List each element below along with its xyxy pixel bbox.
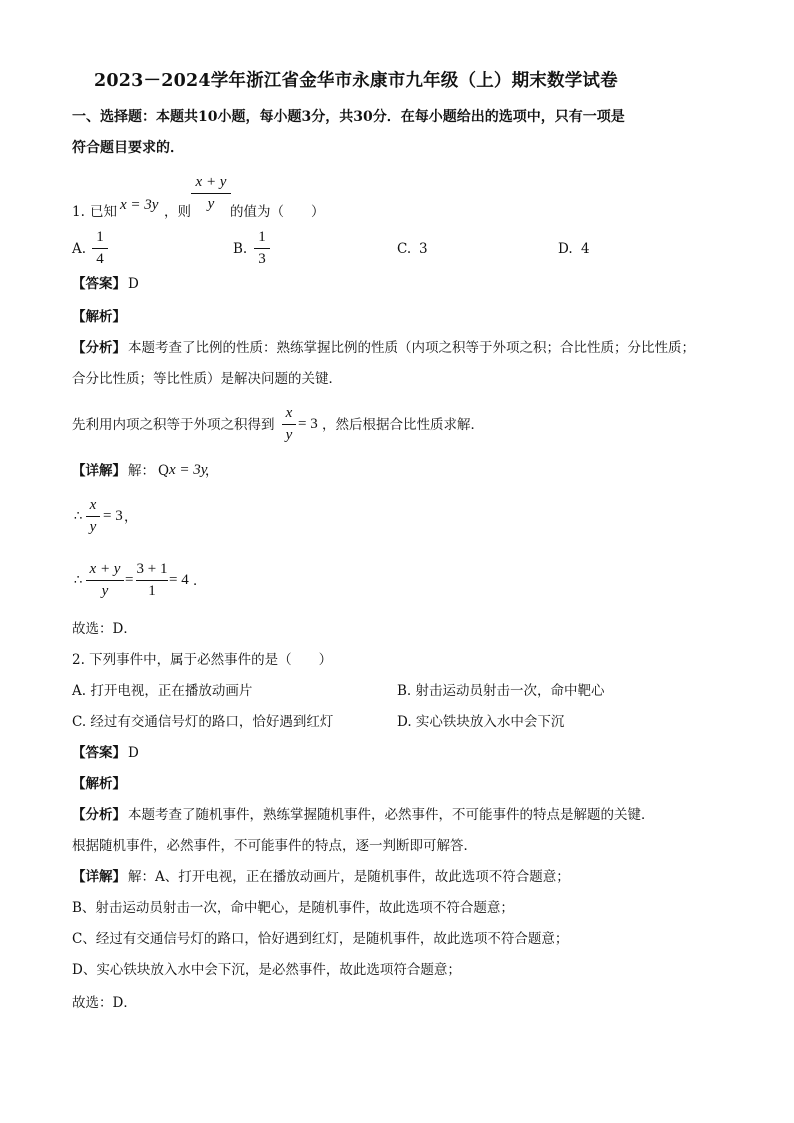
q2-detail-b: B、射击运动员射击一次，命中靶心，是随机事件，故此选项不符合题意； xyxy=(72,900,514,916)
section-heading-line2: 符合题目要求的． xyxy=(72,140,184,156)
q1-step1-den: y xyxy=(89,519,97,535)
q1-option-a-label: A. xyxy=(72,241,87,257)
q1-step1-num: x xyxy=(89,497,97,513)
q1-step2-num2: 3 + 1 xyxy=(136,561,168,577)
q1-option-a-den: 4 xyxy=(96,251,104,267)
therefore-icon: ∴ xyxy=(74,509,83,524)
q1-step1-eq: = 3 xyxy=(103,508,123,524)
q2-option-c: C. 经过有交通信号灯的路口，恰好遇到红灯 xyxy=(72,714,334,730)
q1-option-b-den: 3 xyxy=(258,251,266,267)
q2-option-b: B. 射击运动员射击一次，命中靶心 xyxy=(397,683,605,699)
q1-detail-comma: ， xyxy=(205,463,219,479)
q1-step2-num: x + y xyxy=(89,561,121,577)
therefore-icon: ∴ xyxy=(74,573,83,588)
q1-option-c-value: 3 xyxy=(419,241,428,257)
q2-stem: 2. 下列事件中，属于必然事件的是（ ） xyxy=(72,652,333,668)
q2-detail-c: C、经过有交通信号灯的路口，恰好遇到红灯，是随机事件，故此选项不符合题意； xyxy=(72,931,569,947)
q1-method-num: x xyxy=(285,405,293,421)
q1-option-b-label: B. xyxy=(233,241,248,257)
q1-method-den: y xyxy=(285,427,293,443)
q1-answer-tag: 【答案】 xyxy=(72,276,126,292)
q2-fenxi-text: 本题考查了随机事件，熟练掌握随机事件，必然事件，不可能事件的特点是解题的关键． xyxy=(128,807,655,823)
q1-answer-value: D xyxy=(128,276,139,292)
q2-fenxi-tag: 【分析】 xyxy=(72,807,126,823)
q1-stem-fraction xyxy=(191,174,231,213)
q1-number: 1. xyxy=(72,204,85,220)
fraction-bar xyxy=(86,516,100,517)
q1-method-pre: 先利用内项之积等于外项之积得到 xyxy=(72,417,275,433)
page-title: 2023－2024学年浙江省金华市永康市九年级（上）期末数学试卷 xyxy=(94,71,618,91)
q2-method: 根据随机事件，必然事件，不可能事件的特点，逐一判断即可解答． xyxy=(72,838,477,854)
fraction-bar xyxy=(136,580,168,581)
q1-fenxi-line2: 合分比性质；等比性质）是解决问题的关键． xyxy=(72,371,342,387)
q1-step2-result: = 4 xyxy=(169,572,189,588)
q1-method-post: ，然后根据合比性质求解． xyxy=(322,417,484,433)
q1-fenxi-line1: 本题考查了比例的性质：熟练掌握比例的性质（内项之积等于外项之积；合比性质；分比性质； xyxy=(128,340,695,356)
q1-choose: 故选：D． xyxy=(72,621,137,637)
q1-step2-fraction-left xyxy=(86,561,124,600)
q1-fenxi-tag: 【分析】 xyxy=(72,340,126,356)
q1-method-eq: = 3 xyxy=(298,416,318,432)
section-heading-line1: 一、选择题：本题共10小题，每小题3分，共30分．在每小题给出的选项中，只有一项是 xyxy=(72,109,625,125)
fraction-bar xyxy=(191,193,231,194)
fraction-bar xyxy=(282,424,296,425)
q2-detail-d: D、实心铁块放入水中会下沉，是必然事件，故此选项符合题意； xyxy=(72,962,461,978)
q2-answer-tag: 【答案】 xyxy=(72,745,126,761)
q2-choose: 故选：D． xyxy=(72,995,137,1011)
fraction-bar xyxy=(92,248,108,249)
q2-answer-value: D xyxy=(128,745,139,761)
q1-detail-given: x = 3y xyxy=(169,462,208,478)
q1-option-d-label: D. xyxy=(558,241,573,257)
q1-step2-tail: ． xyxy=(193,573,207,589)
q1-detail-text: 解： xyxy=(128,463,155,479)
q1-given-equation: x = 3y xyxy=(120,197,159,213)
q1-step2-den2: 1 xyxy=(148,583,156,599)
q1-step2-fraction-right xyxy=(136,561,168,600)
q1-text-post: 的值为（ ） xyxy=(230,204,325,220)
q1-option-d-value: 4 xyxy=(581,241,590,257)
q1-stem-denominator: y xyxy=(207,196,215,212)
q2-option-a: A. 打开电视，正在播放动画片 xyxy=(72,683,253,699)
q1-option-c-label: C. xyxy=(397,241,412,257)
q1-option-b-num: 1 xyxy=(258,229,266,245)
q2-detail-tag: 【详解】 xyxy=(72,869,126,885)
q1-detail-because-symbol: Q xyxy=(158,463,170,479)
q1-detail-tag: 【详解】 xyxy=(72,463,126,479)
q1-stem-numerator: x + y xyxy=(195,174,227,190)
q1-step2-den: y xyxy=(101,583,109,599)
q1-step1-tail: ， xyxy=(124,509,138,525)
fraction-bar xyxy=(254,248,270,249)
q1-step1-fraction xyxy=(86,497,100,536)
q1-text-mid: ，则 xyxy=(164,204,191,220)
q1-option-b-fraction xyxy=(254,229,270,268)
q1-analysis-tag: 【解析】 xyxy=(72,309,126,325)
q1-option-a-num: 1 xyxy=(96,229,104,245)
q1-option-a-fraction xyxy=(92,229,108,268)
q2-option-d: D. 实心铁块放入水中会下沉 xyxy=(397,714,565,730)
q2-analysis-tag: 【解析】 xyxy=(72,776,126,792)
q1-text-pre: 已知 xyxy=(90,204,117,220)
q1-step2-eq: = xyxy=(125,572,134,588)
q2-detail-a: 解：A、打开电视，正在播放动画片，是随机事件，故此选项不符合题意； xyxy=(128,869,570,885)
q1-method-fraction xyxy=(282,405,296,444)
fraction-bar xyxy=(86,580,124,581)
